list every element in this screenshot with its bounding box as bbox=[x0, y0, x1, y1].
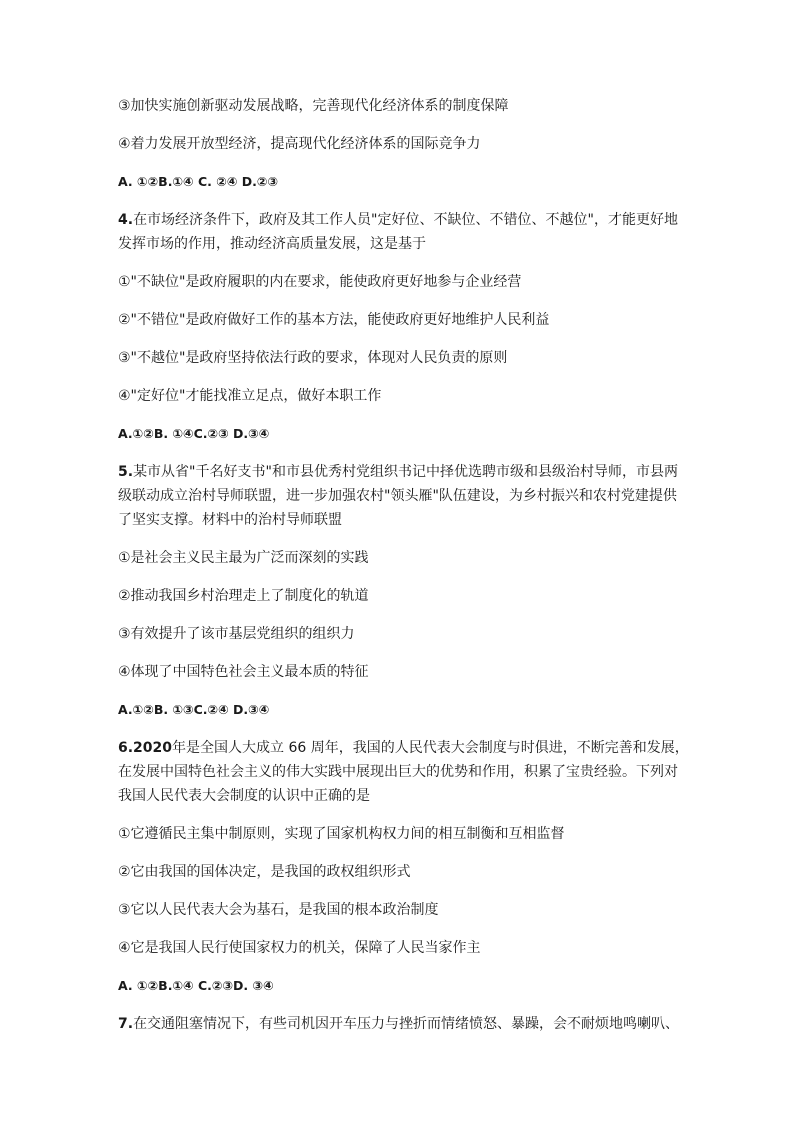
option-2: ②它由我国的国体决定，是我国的政权组织形式 bbox=[118, 864, 411, 880]
question-4 bbox=[118, 208, 684, 446]
option-4: ④它是我国人民行使国家权力的机关，保障了人民当家作主 bbox=[118, 940, 481, 956]
option-1: ①它遵循民主集中制原则，实现了国家机构权力间的相互制衡和互相监督 bbox=[118, 826, 565, 842]
option-1: ①是社会主义民主最为广泛而深刻的实践 bbox=[118, 550, 369, 566]
question-5 bbox=[118, 460, 684, 722]
option-3: ③它以人民代表大会为基石，是我国的根本政治制度 bbox=[118, 902, 439, 918]
question-stem-line-2: 级联动成立治村导师联盟，进一步加强农村"领头雁"队伍建设，为乡村振兴和农村党建提供 bbox=[118, 488, 677, 504]
option-2: ②"不错位"是政府做好工作的基本方法，能使政府更好地维护人民利益 bbox=[118, 312, 550, 328]
question-stem-line-3: 我国人民代表大会制度的认识中正确的是 bbox=[118, 788, 370, 804]
question-number: 4. bbox=[118, 212, 134, 228]
question-number: 5. bbox=[118, 464, 134, 480]
option-4: ④体现了中国特色社会主义最本质的特征 bbox=[118, 664, 369, 680]
answer-choices: A.①②B. ①④C.②③ D.③④ bbox=[118, 426, 270, 441]
option-3: ③加快实施创新驱动发展战略，完善现代化经济体系的制度保障 bbox=[118, 98, 509, 114]
question-stem-line-2: 在发展中国特色社会主义的伟大实践中展现出巨大的优势和作用，积累了宝贵经验。下列对 bbox=[118, 764, 678, 780]
option-4: ④着力发展开放型经济，提高现代化经济体系的国际竞争力 bbox=[118, 136, 481, 152]
question-7 bbox=[118, 1012, 684, 1036]
option-3: ③有效提升了该市基层党组织的组织力 bbox=[118, 626, 355, 642]
question-6 bbox=[118, 736, 689, 998]
question-stem-line-1: 7.在交通阻塞情况下，有些司机因开车压力与挫折而情绪愤怒、暴躁，会不耐烦地鸣喇叭、 bbox=[118, 1016, 680, 1032]
document-content bbox=[118, 94, 689, 1050]
answer-choices: A. ①②B.①④ C.②③D. ③④ bbox=[118, 978, 274, 993]
option-4: ④"定好位"才能找准立足点，做好本职工作 bbox=[118, 388, 382, 404]
question-stem-line-3: 了坚实支撑。材料中的治村导师联盟 bbox=[118, 512, 342, 528]
option-3: ③"不越位"是政府坚持依法行政的要求，体现对人民负责的原则 bbox=[118, 350, 508, 366]
question-number: 7. bbox=[118, 1016, 134, 1032]
option-1: ①"不缺位"是政府履职的内在要求，能使政府更好地参与企业经营 bbox=[118, 274, 522, 290]
question-stem-line-2: 发挥市场的作用，推动经济高质量发展，这是基于 bbox=[118, 236, 426, 252]
option-2: ②推动我国乡村治理走上了制度化的轨道 bbox=[118, 588, 369, 604]
question-number: 6.2020 bbox=[118, 740, 173, 756]
answer-choices: A. ①②B.①④ C. ②④ D.②③ bbox=[118, 174, 279, 189]
question-stem-line-1: 4.在市场经济条件下，政府及其工作人员"定好位、不缺位、不错位、不越位"，才能更好地 bbox=[118, 212, 678, 228]
prev-question bbox=[118, 94, 684, 194]
question-stem-line-1: 5.某市从省"千名好支书"和市县优秀村党组织书记中择优选聘市级和县级治村导师，市县两 bbox=[118, 464, 678, 480]
question-stem-line-1: 6.2020年是全国人大成立 66 周年，我国的人民代表大会制度与时俱进，不断完善和发展， bbox=[118, 740, 689, 756]
answer-choices: A.①②B. ①③C.②④ D.③④ bbox=[118, 702, 270, 717]
